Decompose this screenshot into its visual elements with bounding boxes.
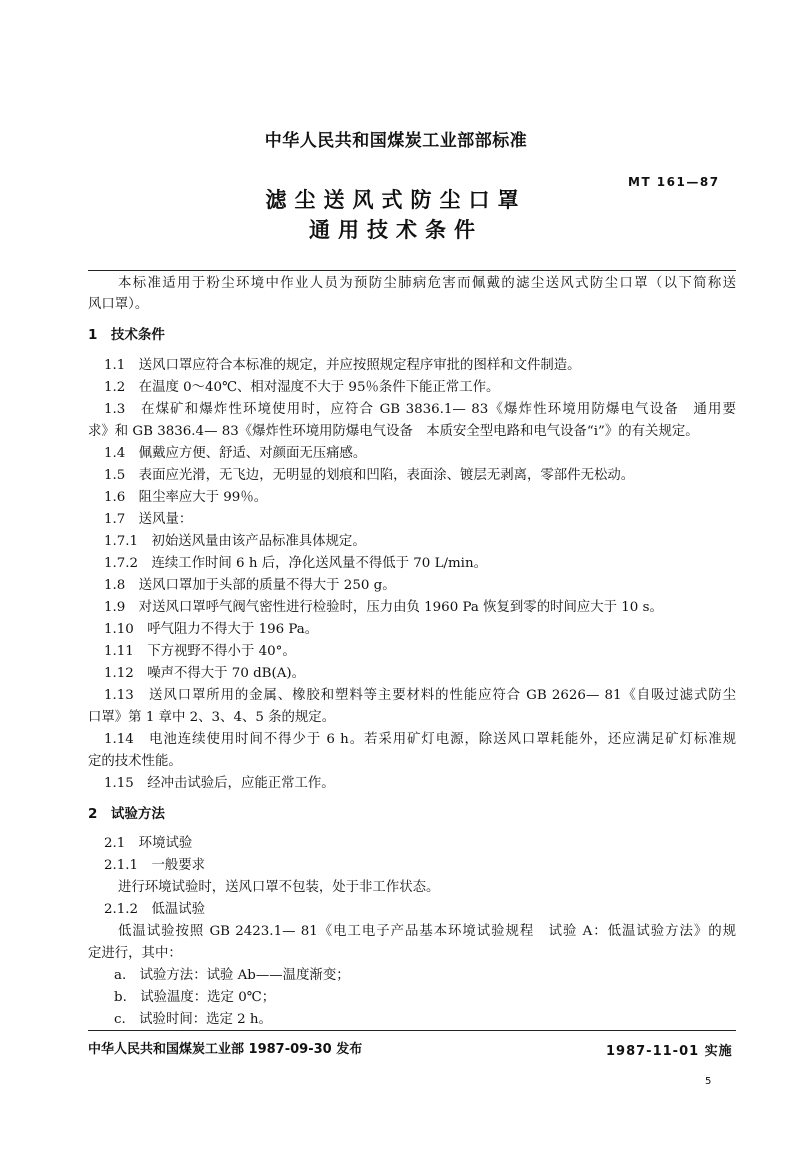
standard-code: MT 161—87 [628,175,720,189]
scope-paragraph-line2: 风口罩）。 [88,297,149,312]
section-heading-technical: 1 技术条件 [88,327,165,343]
clause-1-14-line2: 定的技术性能。 [88,754,182,769]
page-number: 5 [705,1076,712,1087]
document-title-line2: 通用技术条件 [309,218,483,242]
clause-2-1-2-text-line2: 定进行，其中： [88,946,182,961]
issue-date: 中华人民共和国煤炭工业部 1987-09-30 发布 [88,1042,363,1057]
effective-date: 1987-11-01 实施 [606,1044,733,1059]
clause-1-10: 1.10 呼气阻力不得大于 196 Pa。 [104,622,319,637]
clause-1-12: 1.12 噪声不得大于 70 dB(A)。 [104,666,306,681]
clause-2-1-2-text-line1: 低温试验按照 GB 2423.1— 81《电工电子产品基本环境试验规程 试验 A：低温试验方法》的规 [118,924,736,939]
clause-2-1-2: 2.1.2 低温试验 [104,902,206,917]
list-item-a: a. 试验方法：试验 Ab——温度渐变； [114,968,350,983]
clause-2-1-1-text: 进行环境试验时，送风口罩不包装，处于非工作状态。 [118,880,440,895]
list-item-c: c. 试验时间：选定 2 h。 [114,1012,272,1027]
clause-1-3-line2: 求》和 GB 3836.4— 83《爆炸性环境用防爆电气设备 本质安全型电路和电气设备“i”》的有关规定。 [88,424,699,439]
issuing-authority: 中华人民共和国煤炭工业部部标准 [264,131,528,151]
clause-1-2: 1.2 在温度 0～40℃、相对湿度不大于 95％条件下能正常工作。 [104,380,500,395]
clause-1-1: 1.1 送风口罩应符合本标准的规定，并应按照规定程序审批的图样和文件制造。 [104,358,581,373]
clause-1-5: 1.5 表面应光滑，无飞边，无明显的划痕和凹陷，表面涂、镀层无剥离，零部件无松动。 [104,468,635,483]
clause-1-8: 1.8 送风口罩加于头部的质量不得大于 250 g。 [104,578,396,593]
clause-2-1: 2.1 环境试验 [104,836,193,851]
clause-1-6: 1.6 阻尘率应大于 99％。 [104,490,268,505]
clause-1-11: 1.11 下方视野不得小于 40°。 [104,644,296,659]
clause-1-15: 1.15 经冲击试验后，应能正常工作。 [104,776,335,791]
document-title-line1: 滤尘送风式防尘口罩 [265,188,527,212]
clause-1-13-line2: 口罩》第 1 章中 2、3、4、5 条的规定。 [88,710,336,725]
clause-1-13-line1: 1.13 送风口罩所用的金属、橡胶和塑料等主要材料的性能应符合 GB 2626— 81《自吸过滤式防尘 [104,688,736,703]
clause-1-7-2: 1.7.2 连续工作时间 6 h 后，净化送风量不得低于 70 L/min。 [104,556,487,571]
header-rule [88,270,736,271]
clause-1-7-1: 1.7.1 初始送风量由该产品标准具体规定。 [104,534,366,549]
list-item-b: b. 试验温度：选定 0℃； [114,990,276,1005]
scope-paragraph-line1: 本标准适用于粉尘环境中作业人员为预防尘肺病危害而佩戴的滤尘送风式防尘口罩（以下简称送 [118,276,736,291]
clause-1-14-line1: 1.14 电池连续使用时间不得少于 6 h。若采用矿灯电源，除送风口罩耗能外，还应满足矿灯标准规 [104,732,736,747]
clause-1-4: 1.4 佩戴应方便、舒适、对颜面无压痛感。 [104,446,367,461]
clause-1-9: 1.9 对送风口罩呼气阀气密性进行检验时，压力由负 1960 Pa 恢复到零的时间应大于 10 s。 [104,600,663,615]
clause-1-3-line1: 1.3 在煤矿和爆炸性环境使用时，应符合 GB 3836.1— 83《爆炸性环境用防爆电气设备 通用要 [104,402,736,417]
clause-1-7: 1.7 送风量： [104,512,193,527]
footer-rule [88,1030,736,1031]
clause-2-1-1: 2.1.1 一般要求 [104,858,206,873]
section-heading-test-methods: 2 试验方法 [88,806,165,822]
